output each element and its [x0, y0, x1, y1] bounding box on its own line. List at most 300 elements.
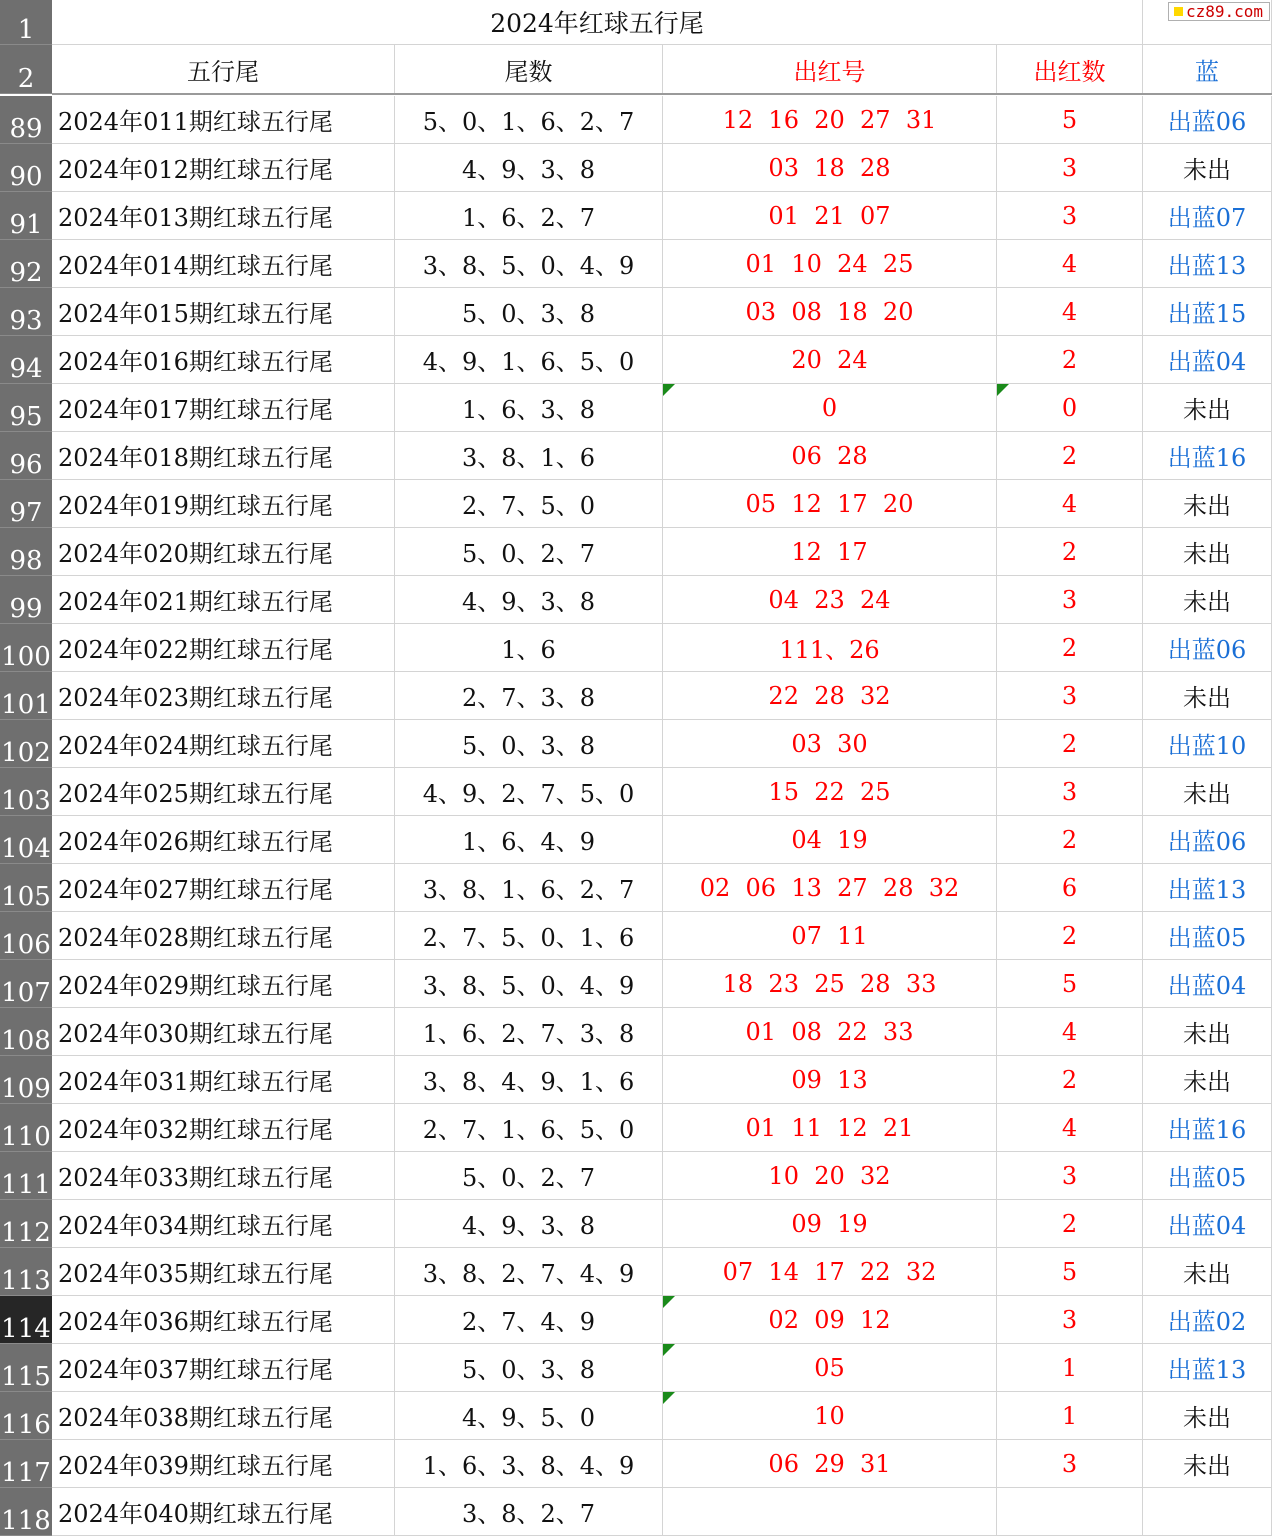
row-header[interactable]: [0, 1344, 52, 1392]
cell-blue[interactable]: [1143, 1296, 1272, 1344]
row-header[interactable]: [0, 1488, 52, 1536]
row-header-text: 117: [1, 1458, 51, 1488]
cell-count[interactable]: [997, 432, 1143, 480]
cell-blue[interactable]: [1143, 960, 1272, 1008]
cell-name[interactable]: [52, 720, 395, 768]
cell-count[interactable]: [997, 1008, 1143, 1056]
cell-count-text: 5: [1061, 969, 1078, 998]
row-header-text: 102: [1, 738, 51, 768]
cell-tails-text: 1、6、3、8: [461, 396, 596, 424]
row-header[interactable]: [0, 144, 52, 192]
cell-count[interactable]: [997, 1440, 1143, 1488]
cell-name-text: 2024年033期红球五行尾: [58, 1164, 333, 1192]
cell-blue-text: 未出: [1183, 492, 1231, 520]
comment-indicator-icon: [663, 384, 675, 396]
cell-reds[interactable]: [663, 480, 997, 528]
cell-reds-text: 20 24: [791, 345, 868, 374]
cell-count[interactable]: [997, 768, 1143, 816]
cell-tails[interactable]: [395, 1440, 663, 1488]
header-tails[interactable]: 尾数: [395, 45, 663, 94]
row-header-text: 94: [9, 354, 43, 384]
table-row: [0, 624, 1272, 672]
table-row: [0, 912, 1272, 960]
cell-blue-text: 出蓝04: [1167, 1212, 1247, 1240]
row-header[interactable]: [0, 1440, 52, 1488]
site-logo: [1168, 2, 1270, 21]
cell-blue[interactable]: [1143, 1008, 1272, 1056]
table-row: [0, 1152, 1272, 1200]
row-header[interactable]: [0, 1392, 52, 1440]
cell-reds[interactable]: [663, 432, 997, 480]
cell-blue-text: 出蓝13: [1167, 252, 1247, 280]
cell-tails-text: 3、8、5、0、4、9: [422, 252, 635, 280]
cell-reds[interactable]: [663, 1152, 997, 1200]
cell-count-text: 3: [1061, 681, 1078, 710]
cell-reds-text: 05: [814, 1353, 845, 1382]
cell-count[interactable]: [997, 1152, 1143, 1200]
cell-tails-text: 4、9、3、8: [461, 156, 596, 184]
cell-tails-text: 5、0、3、8: [461, 732, 596, 760]
row-header-text: 106: [1, 930, 51, 960]
cell-blue-text: 未出: [1183, 780, 1231, 808]
cell-count[interactable]: [997, 720, 1143, 768]
cell-tails[interactable]: [395, 432, 663, 480]
row-header[interactable]: [0, 432, 52, 480]
cell-reds[interactable]: [663, 336, 997, 384]
cell-name[interactable]: [52, 1488, 395, 1536]
header-reds[interactable]: 出红号: [663, 45, 997, 94]
cell-count[interactable]: [997, 1056, 1143, 1104]
cell-name[interactable]: [52, 288, 395, 336]
cell-count-text: 2: [1061, 633, 1078, 662]
cell-name[interactable]: [52, 576, 395, 624]
cell-count[interactable]: [997, 1296, 1143, 1344]
cell-name[interactable]: [52, 1008, 395, 1056]
cell-reds[interactable]: [663, 96, 997, 144]
header-name[interactable]: 五行尾: [52, 45, 395, 94]
cell-tails[interactable]: [395, 720, 663, 768]
row-header[interactable]: [0, 480, 52, 528]
cell-count[interactable]: [997, 96, 1143, 144]
cell-blue[interactable]: [1143, 1344, 1272, 1392]
cell-tails[interactable]: [395, 1296, 663, 1344]
row-header[interactable]: [0, 720, 52, 768]
row-header[interactable]: [0, 192, 52, 240]
cell-name[interactable]: [52, 336, 395, 384]
cell-tails[interactable]: [395, 624, 663, 672]
row-header-text: 92: [9, 258, 43, 288]
cell-reds[interactable]: [663, 864, 997, 912]
cell-blue-text: 出蓝16: [1167, 444, 1247, 472]
comment-indicator-icon: [663, 1344, 675, 1356]
cell-blue-text: 出蓝13: [1167, 1356, 1247, 1384]
cell-reds-text: 03 30: [791, 729, 868, 758]
cell-tails[interactable]: [395, 192, 663, 240]
cell-blue-text: 未出: [1183, 1020, 1231, 1048]
row-header[interactable]: [0, 384, 52, 432]
cell-tails-text: 1、6、3、8、4、9: [422, 1452, 635, 1480]
cell-blue[interactable]: [1143, 720, 1272, 768]
cell-tails[interactable]: [395, 1392, 663, 1440]
cell-name[interactable]: [52, 144, 395, 192]
cell-count[interactable]: [997, 864, 1143, 912]
cell-reds[interactable]: [663, 912, 997, 960]
cell-reds-text: 12 16 20 27 31: [722, 105, 937, 134]
sheet-title[interactable]: 2024年红球五行尾: [52, 0, 1143, 45]
row-header-text: 105: [1, 882, 51, 912]
cell-name[interactable]: [52, 1440, 395, 1488]
table-row: [0, 144, 1272, 192]
cell-reds-text: 01 11 12 21: [745, 1113, 914, 1142]
cell-reds-text: 07 11: [791, 921, 868, 950]
cell-count[interactable]: [997, 1392, 1143, 1440]
cell-reds[interactable]: [663, 1488, 997, 1536]
cell-name-text: 2024年040期红球五行尾: [58, 1500, 333, 1528]
cell-count-text: 1: [1061, 1353, 1078, 1382]
row-header[interactable]: [0, 576, 52, 624]
cell-reds-text: 01 21 07: [768, 201, 891, 230]
cell-tails[interactable]: [395, 1344, 663, 1392]
table-row: [0, 240, 1272, 288]
title-row: [0, 0, 1272, 45]
cell-count[interactable]: [997, 1200, 1143, 1248]
cell-name[interactable]: [52, 96, 395, 144]
cell-tails[interactable]: [395, 1056, 663, 1104]
table-row: [0, 576, 1272, 624]
cell-blue-text: 未出: [1183, 684, 1231, 712]
row-header-text: 98: [9, 546, 43, 576]
cell-tails[interactable]: [395, 480, 663, 528]
cell-tails[interactable]: [395, 1488, 663, 1536]
cell-reds-text: 111、26: [779, 636, 880, 664]
cell-name[interactable]: [52, 192, 395, 240]
cell-tails[interactable]: [395, 240, 663, 288]
cell-name-text: 2024年037期红球五行尾: [58, 1356, 333, 1384]
row-header[interactable]: [0, 1248, 52, 1296]
cell-name[interactable]: [52, 624, 395, 672]
cell-reds-text: 15 22 25: [768, 777, 891, 806]
cell-tails[interactable]: [395, 768, 663, 816]
cell-reds-text: 12 17: [791, 537, 868, 566]
cell-tails[interactable]: [395, 384, 663, 432]
table-row: [0, 1248, 1272, 1296]
cell-blue-text: 出蓝04: [1167, 348, 1247, 376]
cell-reds-text: 06 29 31: [768, 1449, 891, 1478]
cell-reds[interactable]: [663, 816, 997, 864]
cell-name-text: 2024年030期红球五行尾: [58, 1020, 333, 1048]
row-header[interactable]: [0, 528, 52, 576]
row-header[interactable]: [0, 1296, 52, 1344]
header-count[interactable]: 出红数: [997, 45, 1143, 94]
cell-count-text: 4: [1061, 489, 1078, 518]
row-header[interactable]: [0, 864, 52, 912]
cell-reds[interactable]: [663, 624, 997, 672]
cell-reds[interactable]: [663, 1200, 997, 1248]
cell-count-text: 2: [1061, 825, 1078, 854]
row-header[interactable]: [0, 96, 52, 144]
cell-blue-text: 出蓝06: [1167, 108, 1247, 136]
cell-blue-text: 出蓝05: [1167, 924, 1247, 952]
cell-count[interactable]: [997, 192, 1143, 240]
row-header-text: 100: [1, 642, 51, 672]
cell-reds[interactable]: [663, 144, 997, 192]
cell-count-text: 6: [1061, 873, 1078, 902]
cell-blue[interactable]: [1143, 432, 1272, 480]
cell-name-text: 2024年025期红球五行尾: [58, 780, 333, 808]
cell-name[interactable]: [52, 864, 395, 912]
cell-name[interactable]: [52, 912, 395, 960]
cell-reds-text: 01 08 22 33: [745, 1017, 914, 1046]
row-header[interactable]: [0, 768, 52, 816]
cell-tails-text: 5、0、2、7: [461, 540, 596, 568]
cell-count-text: 3: [1061, 1305, 1078, 1334]
cell-count-text: 4: [1061, 249, 1078, 278]
cell-blue[interactable]: [1143, 480, 1272, 528]
cell-reds-text: 18 23 25 28 33: [722, 969, 937, 998]
table-row: [0, 960, 1272, 1008]
row-header[interactable]: [0, 624, 52, 672]
cell-blue[interactable]: [1143, 240, 1272, 288]
cell-reds[interactable]: [663, 1344, 997, 1392]
cell-reds[interactable]: [663, 960, 997, 1008]
cell-blue[interactable]: [1143, 192, 1272, 240]
cell-reds[interactable]: [663, 1392, 997, 1440]
cell-blue[interactable]: [1143, 576, 1272, 624]
row-header[interactable]: [0, 1104, 52, 1152]
cell-blue[interactable]: [1143, 1104, 1272, 1152]
cell-tails[interactable]: [395, 1104, 663, 1152]
row-header-text: 107: [1, 978, 51, 1008]
cell-reds-text: 03 18 28: [768, 153, 891, 182]
cell-count[interactable]: [997, 672, 1143, 720]
cell-reds[interactable]: [663, 1056, 997, 1104]
cell-blue[interactable]: [1143, 1056, 1272, 1104]
cell-count[interactable]: [997, 240, 1143, 288]
cell-name-text: 2024年039期红球五行尾: [58, 1452, 333, 1480]
table-row: [0, 768, 1272, 816]
table-row: [0, 1344, 1272, 1392]
row-header-text: 113: [1, 1266, 51, 1296]
cell-reds[interactable]: [663, 384, 997, 432]
cell-tails[interactable]: [395, 528, 663, 576]
comment-indicator-icon: [663, 1392, 675, 1404]
cell-name[interactable]: [52, 1104, 395, 1152]
cell-name[interactable]: [52, 960, 395, 1008]
cell-reds[interactable]: [663, 1296, 997, 1344]
cell-reds[interactable]: [663, 576, 997, 624]
cell-reds-text: 03 08 18 20: [745, 297, 914, 326]
row-header[interactable]: [0, 1056, 52, 1104]
cell-blue-text: 未出: [1183, 1260, 1231, 1288]
cell-name[interactable]: [52, 1200, 395, 1248]
cell-blue[interactable]: [1143, 1440, 1272, 1488]
cell-blue[interactable]: [1143, 624, 1272, 672]
cell-count[interactable]: [997, 960, 1143, 1008]
cell-tails[interactable]: [395, 816, 663, 864]
cell-blue[interactable]: [1143, 1200, 1272, 1248]
cell-count-text: 3: [1061, 201, 1078, 230]
cell-count[interactable]: [997, 528, 1143, 576]
cell-tails-text: 3、8、1、6、2、7: [422, 876, 635, 904]
cell-reds[interactable]: [663, 768, 997, 816]
cell-name[interactable]: [52, 672, 395, 720]
cell-reds[interactable]: [663, 672, 997, 720]
row-header[interactable]: 2: [0, 45, 52, 94]
cell-name[interactable]: [52, 528, 395, 576]
cell-tails[interactable]: [395, 864, 663, 912]
cell-tails-text: 2、7、4、9: [461, 1308, 596, 1336]
cell-count-text: 3: [1061, 153, 1078, 182]
row-header[interactable]: [0, 336, 52, 384]
cell-name[interactable]: [52, 1152, 395, 1200]
cell-blue[interactable]: [1143, 816, 1272, 864]
cell-name-text: 2024年024期红球五行尾: [58, 732, 333, 760]
row-header[interactable]: [0, 672, 52, 720]
cell-reds[interactable]: [663, 720, 997, 768]
cell-count[interactable]: [997, 1488, 1143, 1536]
cell-reds[interactable]: [663, 240, 997, 288]
cell-blue[interactable]: [1143, 288, 1272, 336]
cell-blue-text: 出蓝05: [1167, 1164, 1247, 1192]
cell-reds[interactable]: [663, 192, 997, 240]
cell-tails-text: 2、7、5、0、1、6: [422, 924, 635, 952]
cell-tails[interactable]: [395, 912, 663, 960]
row-header[interactable]: [0, 240, 52, 288]
row-header-text: 101: [1, 690, 51, 720]
cell-name[interactable]: [52, 1056, 395, 1104]
cell-name[interactable]: [52, 1248, 395, 1296]
cell-blue[interactable]: [1143, 1248, 1272, 1296]
row-header[interactable]: [0, 912, 52, 960]
cell-reds[interactable]: [663, 1008, 997, 1056]
row-header[interactable]: [0, 1200, 52, 1248]
row-header[interactable]: [0, 960, 52, 1008]
cell-reds-text: 0: [821, 393, 838, 422]
cell-blue[interactable]: [1143, 144, 1272, 192]
cell-reds[interactable]: [663, 1248, 997, 1296]
cell-tails[interactable]: [395, 1008, 663, 1056]
cell-tails[interactable]: [395, 960, 663, 1008]
cell-tails[interactable]: [395, 1152, 663, 1200]
cell-count[interactable]: [997, 144, 1143, 192]
cell-reds[interactable]: [663, 1440, 997, 1488]
cell-tails-text: 3、8、4、9、1、6: [422, 1068, 635, 1096]
cell-tails-text: 1、6、2、7、3、8: [422, 1020, 635, 1048]
cell-tails-text: 5、0、2、7: [461, 1164, 596, 1192]
cell-tails[interactable]: [395, 1200, 663, 1248]
cell-count[interactable]: [997, 576, 1143, 624]
cell-name-text: 2024年015期红球五行尾: [58, 300, 333, 328]
cell-count-text: 3: [1061, 1449, 1078, 1478]
cell-count[interactable]: [997, 624, 1143, 672]
cell-count[interactable]: [997, 384, 1143, 432]
cell-tails-text: 4、9、1、6、5、0: [422, 348, 635, 376]
cell-tails[interactable]: [395, 144, 663, 192]
cell-name[interactable]: [52, 768, 395, 816]
cell-count[interactable]: [997, 816, 1143, 864]
cell-name[interactable]: [52, 1296, 395, 1344]
cell-blue[interactable]: [1143, 768, 1272, 816]
cell-count[interactable]: [997, 1104, 1143, 1152]
cell-tails[interactable]: [395, 288, 663, 336]
cell-blue-text: 未出: [1183, 1452, 1231, 1480]
cell-name[interactable]: [52, 1344, 395, 1392]
cell-blue-text: 出蓝06: [1167, 828, 1247, 856]
cell-name-text: 2024年036期红球五行尾: [58, 1308, 333, 1336]
cell-blue[interactable]: [1143, 1392, 1272, 1440]
cell-blue[interactable]: [1143, 96, 1272, 144]
header-blue[interactable]: 蓝: [1143, 45, 1272, 94]
cell-count[interactable]: [997, 336, 1143, 384]
table-row: [0, 864, 1272, 912]
cell-count-text: 2: [1061, 1065, 1078, 1094]
header-divider: [52, 93, 1272, 95]
cell-blue[interactable]: [1143, 1488, 1272, 1536]
cell-reds[interactable]: [663, 528, 997, 576]
cell-blue[interactable]: [1143, 672, 1272, 720]
cell-count[interactable]: [997, 1344, 1143, 1392]
table-row: [0, 720, 1272, 768]
cell-blue[interactable]: [1143, 336, 1272, 384]
cell-blue-text: 未出: [1183, 588, 1231, 616]
table-row: [0, 816, 1272, 864]
cell-blue[interactable]: [1143, 528, 1272, 576]
table-row: [0, 528, 1272, 576]
cell-tails[interactable]: [395, 336, 663, 384]
row-header[interactable]: [0, 816, 52, 864]
cell-tails[interactable]: [395, 576, 663, 624]
cell-tails-text: 1、6、4、9: [461, 828, 596, 856]
cell-count-text: 2: [1061, 441, 1078, 470]
cell-blue[interactable]: [1143, 1152, 1272, 1200]
cell-blue[interactable]: [1143, 864, 1272, 912]
cell-tails[interactable]: [395, 96, 663, 144]
header-row: [0, 45, 1272, 94]
cell-blue[interactable]: [1143, 912, 1272, 960]
cell-count[interactable]: [997, 480, 1143, 528]
cell-count-text: 1: [1061, 1401, 1078, 1430]
cell-name[interactable]: [52, 1392, 395, 1440]
cell-tails[interactable]: [395, 672, 663, 720]
cell-count[interactable]: [997, 288, 1143, 336]
cell-blue[interactable]: [1143, 384, 1272, 432]
cell-blue-text: 出蓝16: [1167, 1116, 1247, 1144]
cell-name-text: 2024年018期红球五行尾: [58, 444, 333, 472]
cell-name[interactable]: [52, 240, 395, 288]
row-header[interactable]: [0, 1152, 52, 1200]
cell-name[interactable]: [52, 480, 395, 528]
cell-count[interactable]: [997, 1248, 1143, 1296]
cell-name[interactable]: [52, 432, 395, 480]
cell-tails-text: 3、8、2、7、4、9: [422, 1260, 635, 1288]
cell-reds[interactable]: [663, 1104, 997, 1152]
cell-name-text: 2024年013期红球五行尾: [58, 204, 333, 232]
cell-name[interactable]: [52, 816, 395, 864]
row-header[interactable]: [0, 1008, 52, 1056]
cell-tails[interactable]: [395, 1248, 663, 1296]
cell-name-text: 2024年029期红球五行尾: [58, 972, 333, 1000]
row-header-text: 89: [9, 114, 43, 144]
row-header-text: 91: [9, 210, 43, 240]
cell-tails-text: 2、7、5、0: [461, 492, 596, 520]
cell-count[interactable]: [997, 912, 1143, 960]
cell-count-text: 3: [1061, 777, 1078, 806]
row-header[interactable]: 1: [0, 0, 52, 45]
cell-name-text: 2024年038期红球五行尾: [58, 1404, 333, 1432]
cell-reds[interactable]: [663, 288, 997, 336]
cell-name[interactable]: [52, 384, 395, 432]
row-header[interactable]: [0, 288, 52, 336]
